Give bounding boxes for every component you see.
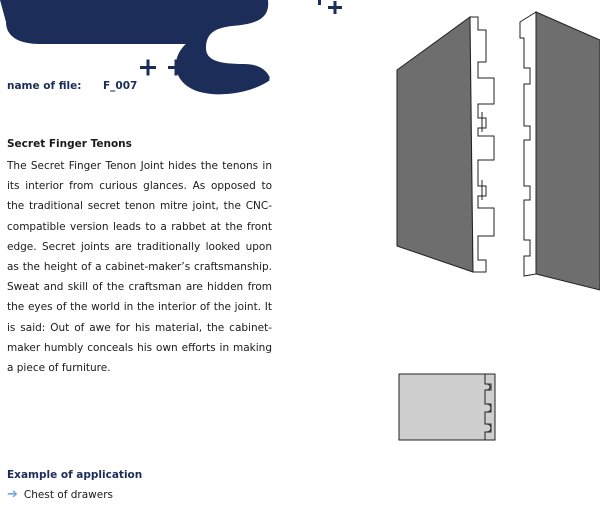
example-title: Example of application	[7, 469, 143, 481]
left-panel-edge	[470, 17, 494, 272]
section-title: Secret Finger Tenons	[7, 138, 132, 150]
file-name-value: F_007	[103, 80, 138, 92]
right-panel-edge	[520, 12, 536, 276]
plan-view-block	[399, 374, 495, 440]
right-panel-face	[536, 12, 600, 290]
arrow-right-icon: ➔	[7, 487, 18, 502]
section-body-text: The Secret Finger Tenon Joint hides the tenons in its interior from curious glances. As opposed to the traditional secret tenon mitre joint, the CNC-compatible version leads to a rabbet at the front edge. Secret joints are traditionally looked upon as the height of a cabinet-maker’s craftsmanship. Sweat and skill of the craftsman are hidden from the eyes of the world in the interior of the joint. It is said: Out of awe for his material, the cabinet-maker humbly conceals his own efforts in making a piece of furniture.	[7, 160, 272, 375]
example-item-label: Chest of drawers	[23, 488, 113, 501]
file-name-label: name of file:	[7, 80, 82, 92]
left-panel-face	[397, 17, 473, 272]
